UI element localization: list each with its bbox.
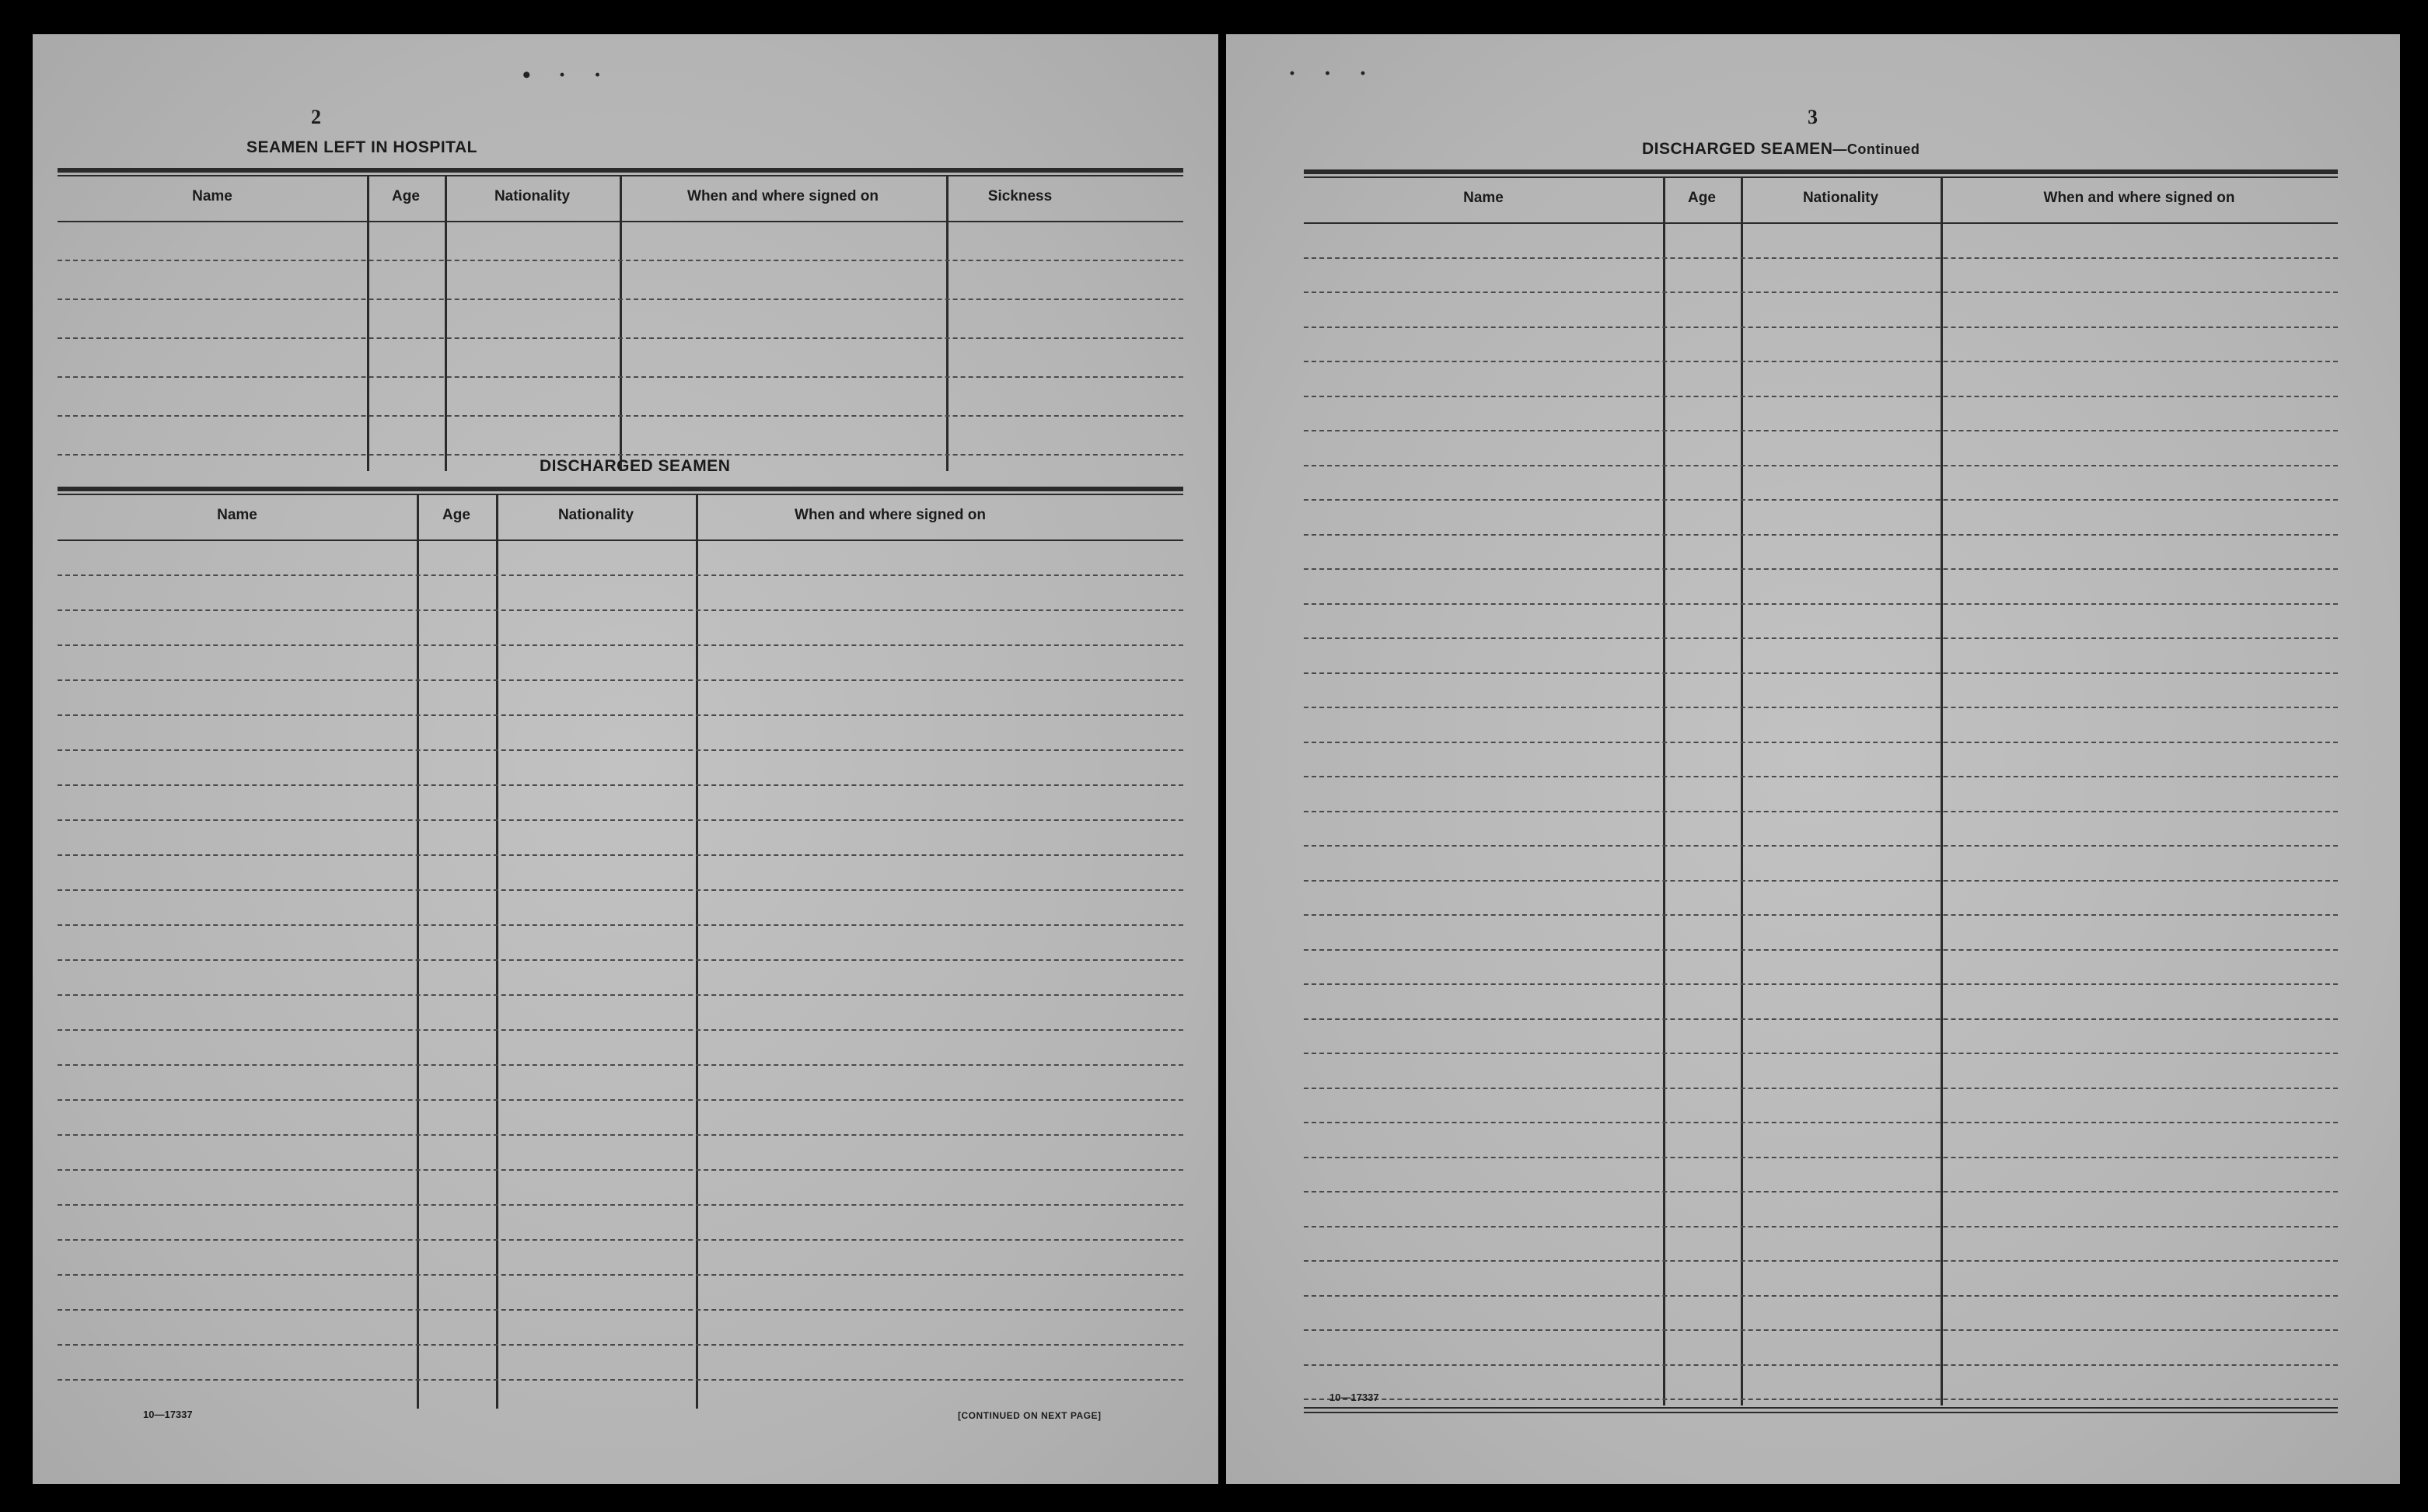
header-bottom-rule <box>58 540 1183 541</box>
blank-row-line <box>1304 534 2338 536</box>
table-top-rule <box>58 168 1183 173</box>
table-top-rule <box>58 487 1183 491</box>
blank-row-line <box>1304 326 2338 328</box>
col-header-nationality: Nationality <box>1802 190 1879 206</box>
table-bottom-rule <box>1304 1407 2338 1409</box>
col-header-nationality: Nationality <box>494 188 571 204</box>
blank-row-line <box>1304 637 2338 639</box>
col-header-sickness: Sickness <box>987 188 1053 204</box>
blank-row-line <box>1304 707 2338 708</box>
blank-row-line <box>1304 1399 2338 1400</box>
table-top-rule <box>58 494 1183 495</box>
table-bottom-rule <box>1304 1412 2338 1413</box>
column-divider <box>496 494 498 1409</box>
blank-row-line <box>58 454 1183 456</box>
form-page-right <box>1226 34 2400 1484</box>
blank-row-line <box>1304 1329 2338 1331</box>
blank-row-line <box>1304 742 2338 743</box>
blank-row-line <box>1304 430 2338 431</box>
blank-row-line <box>1304 361 2338 362</box>
section-title-text: DISCHARGED SEAMEN <box>1642 140 1833 158</box>
blank-row-line <box>1304 811 2338 812</box>
col-header-age: Age <box>1688 190 1716 206</box>
col-header-age: Age <box>392 188 420 204</box>
blank-row-line <box>58 784 1183 786</box>
blank-row-line <box>58 714 1183 716</box>
blank-row-line <box>58 260 1183 261</box>
blank-row-line <box>58 415 1183 417</box>
blank-row-line <box>1304 568 2338 570</box>
blank-row-line <box>58 376 1183 378</box>
col-header-nationality: Nationality <box>557 507 634 523</box>
blank-row-line <box>1304 292 2338 293</box>
blank-row-line <box>58 924 1183 926</box>
col-header-age: Age <box>442 507 470 523</box>
column-divider <box>620 176 622 471</box>
discharged-continued-table <box>1304 169 2338 1417</box>
col-header-signed-on: When and where signed on <box>795 507 986 523</box>
ink-specks: · · · <box>1288 61 1378 86</box>
column-divider <box>367 176 369 471</box>
table-header-row <box>1304 190 2338 207</box>
blank-row-line <box>1304 396 2338 397</box>
blank-row-line <box>1304 1053 2338 1054</box>
blank-row-line <box>1304 1364 2338 1366</box>
hospital-table <box>58 168 1183 470</box>
blank-row-line <box>58 644 1183 646</box>
blank-row-line <box>58 749 1183 751</box>
column-divider <box>417 494 419 1409</box>
blank-row-line <box>58 609 1183 611</box>
col-header-name: Name <box>217 507 257 523</box>
blank-row-line <box>1304 1226 2338 1227</box>
section-title-hospital: SEAMEN LEFT IN HOSPITAL <box>246 138 477 156</box>
blank-row-line <box>1304 1018 2338 1020</box>
section-title-suffix: —Continued <box>1832 141 1920 157</box>
blank-row-line <box>1304 465 2338 466</box>
blank-row-line <box>1304 672 2338 674</box>
blank-row-line <box>58 1204 1183 1206</box>
blank-row-line <box>1304 845 2338 847</box>
blank-row-line <box>58 574 1183 576</box>
blank-row-line <box>58 1064 1183 1066</box>
blank-row-line <box>58 1134 1183 1136</box>
col-header-name: Name <box>1463 190 1504 206</box>
blank-row-line <box>58 299 1183 300</box>
blank-row-line <box>1304 1295 2338 1297</box>
blank-row-line <box>1304 499 2338 501</box>
blank-row-line <box>58 819 1183 821</box>
blank-row-line <box>58 1274 1183 1276</box>
blank-row-line <box>58 1029 1183 1031</box>
blank-row-line <box>58 1239 1183 1241</box>
blank-row-line <box>58 1379 1183 1381</box>
blank-row-line <box>1304 603 2338 605</box>
blank-row-line <box>1304 1191 2338 1192</box>
form-page-left <box>33 34 1218 1484</box>
page-number: 3 <box>1808 106 1818 128</box>
blank-row-line <box>1304 1122 2338 1123</box>
blank-row-line <box>1304 949 2338 951</box>
table-top-rule <box>1304 176 2338 178</box>
blank-row-line <box>1304 257 2338 259</box>
section-title-discharged: DISCHARGED SEAMEN <box>540 457 731 475</box>
column-divider <box>696 494 698 1409</box>
ink-specks: • · · <box>522 62 613 88</box>
form-number: 10—17337 <box>143 1409 193 1420</box>
blank-row-line <box>1304 983 2338 985</box>
blank-row-line <box>1304 1260 2338 1262</box>
section-title-discharged-continued <box>1642 140 1920 159</box>
blank-row-line <box>58 1099 1183 1101</box>
blank-row-line <box>1304 776 2338 777</box>
col-header-name: Name <box>192 188 232 204</box>
blank-row-line <box>58 1344 1183 1346</box>
column-divider <box>445 176 447 471</box>
blank-row-line <box>58 337 1183 339</box>
table-top-rule <box>1304 169 2338 174</box>
column-divider <box>946 176 948 471</box>
blank-row-line <box>1304 1088 2338 1089</box>
col-header-signed-on: When and where signed on <box>687 188 879 204</box>
blank-row-line <box>1304 914 2338 916</box>
discharged-table <box>58 487 1183 1409</box>
blank-row-line <box>58 889 1183 891</box>
blank-row-line <box>1304 880 2338 882</box>
blank-row-line <box>58 1309 1183 1311</box>
form-number: 10—17337 <box>1329 1392 1379 1403</box>
continued-note: [CONTINUED ON NEXT PAGE] <box>958 1410 1102 1421</box>
table-header-row <box>58 507 1183 524</box>
blank-row-line <box>1304 1157 2338 1158</box>
page-number: 2 <box>311 106 321 128</box>
blank-row-line <box>58 854 1183 856</box>
blank-row-line <box>58 1169 1183 1171</box>
blank-row-line <box>58 679 1183 681</box>
header-bottom-rule <box>1304 222 2338 224</box>
col-header-signed-on: When and where signed on <box>2043 190 2235 206</box>
blank-row-line <box>58 994 1183 996</box>
blank-row-line <box>58 959 1183 961</box>
